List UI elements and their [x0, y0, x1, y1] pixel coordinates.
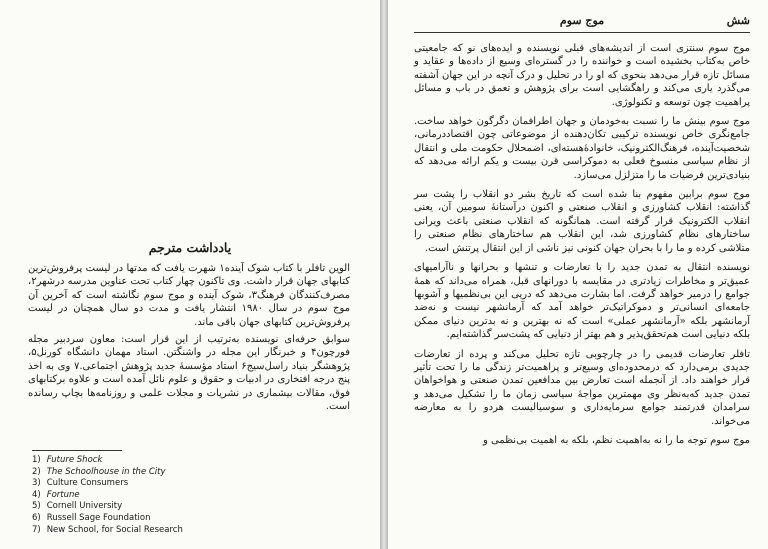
footnote-number: 6)	[32, 512, 41, 523]
left-page	[0, 0, 380, 549]
footnote-number: 2)	[32, 466, 41, 477]
footnote-item	[32, 490, 360, 502]
footnote-item	[32, 478, 360, 490]
body-paragraph: نویسنده انتقال به تمدن جدید را با تعارضات و تنشها و بحرانها و ناآرامیهای عمیق‌تر و مخاطرات زیادتری در مقایسه با دورانهای قبل، همراه می‌داند که همهٔ جوامع را درمیر خواهد گرفت. اما بشارت می‌دهد که دریی این بی‌نظمیها و آشوبها جامعه‌ای انسانی‌تر و دموکراتیک‌تر خواهد آمد که آرمانشهر نیست و نه‌ضد آرمانشهر بلکه «آرمانشهر عملی» است که نه بهترین و نه بدترین دنیای ممکن بلکه دنیایی است هم‌تحقق‌پذیر و هم بهتر از دنیایی که پشت‌سر گذاشته‌ایم.	[414, 262, 750, 341]
main-text	[414, 42, 750, 453]
footnote-text: Russell Sage Foundation	[46, 512, 151, 523]
note-paragraph: الوین تافلر با کتاب شوک آینده۱ شهرت یافت که مدتها در لیست پرفروش‌ترین کتابهای جهان قرار داشت. وی تاکنون چهار کتاب تحت عناوین مدرسه درشهر۲، مصرف‌کنندگان فرهنگ۳، شوک آینده و موج سوم نگاشته است که آخرین آن موج سوم در سال ۱۹۸۰ انتشار یافت و مدت دو سال همچنان در لیست پرفروش‌ترین کتابهای جهان باقی ماند.	[28, 263, 351, 328]
footnote-number: 3)	[32, 478, 41, 489]
note-paragraph: سوابق حرفه‌ای نویسنده به‌ترتیب از این قرار است: معاون سردبیر مجله فورچون۴ و خبرنگار این مجله در واشنگتن. استاد مهمان دانشگاه کورنل۵، پژوهشگر بنیاد راسل‌سیج۶ استاد مؤسسهٔ جدید پژوهش اجتماعی.۷ وی به اخذ پنج درجه افتخاری در ادبیات و حقوق و علوم نائل آمده است و علاوه برکتابهای فوق، مقالات بیشماری در نشریات و مجلات علمی و روزنامه‌ها بچاپ رسانده است.	[28, 334, 351, 413]
running-title: موج سوم	[559, 14, 605, 27]
book-gutter	[380, 0, 388, 549]
footnote-item	[32, 455, 360, 467]
footnote-text: Culture Consumers	[46, 478, 129, 489]
footnote-number: 4)	[32, 489, 41, 500]
footnote-text: Fortune	[46, 489, 80, 500]
page-header	[414, 14, 750, 33]
footnote-divider	[32, 450, 122, 451]
translator-note-body	[28, 262, 350, 417]
footnote-item	[32, 467, 360, 479]
body-paragraph: موج سوم بینش ما را نسبت به‌خودمان و جهان اطرافمان دگرگون خواهد ساخت. جامع‌نگری خاص نویسنده ترکیبی تکان‌دهنده از موضوعاتی چون اقتصاددرمانی، شخصیت‌آینده، فرهنگ‌الکترونیک، خانوادهٔ‌هسته‌ای، اضمحلال حکومت ملی و انتقال از نظام سیاسی منسوخ فعلی به دموکراسی قرن بیست و یکم ارائه می‌دهد که بنیادی‌ترین فرضیات ما را متزلزل می‌سازد.	[414, 116, 750, 181]
footnote-text: New School, for Social Research	[46, 524, 183, 535]
footnote-item	[32, 501, 360, 513]
body-paragraph: موج سوم توجه ما را نه به‌اهمیت نظم، بلکه به اهمیت بی‌نظمی و	[482, 434, 750, 446]
footnote-text: Future Shock	[46, 455, 103, 465]
footnote-number: 5)	[32, 501, 41, 512]
body-paragraph: موج سوم سنتزی است از اندیشه‌های قبلی نویسنده و ایده‌های نو که جامعیتی خاص به‌کتاب بخشیده است و خواننده را در گستره‌ای وسیع از داده‌ها و عقاید و مسائل تازه قرار می‌دهد بنحوی که او را در تحلیل و درک آنچه در این جهان آشفته می‌گذرد یاری می‌کند و راهگشایی است برای پژوهش و تعمق در باب و مسائل پراهمیت چون توسعه و تکنولوژی.	[414, 43, 750, 108]
page-number: شش	[726, 14, 750, 27]
body-paragraph: موج سوم برابین مفهوم بنا شده است که تاریخ بشر دو انقلاب را پشت سر گذاشته: انقلاب کشاورزی و انقلاب صنعتی و اکنون درآستانهٔ سومین آن، یعنی انقلاب الکترونیک قرار گرفته است. همانگونه که انقلاب صنعتی باعث ویرانی ساختارهای نظام کشاورزی شد، این انقلاب هم ساختارهای نظام صنعتی را متلاشی کرده و ما را با بحران جهان کنونی نیز ناشی از این انتقال پرتنش است.	[414, 189, 750, 254]
footnote-text: The Schoolhouse in the City	[46, 466, 166, 477]
footnote-item	[32, 513, 360, 525]
right-page	[388, 0, 768, 549]
footnote-number: 1)	[32, 455, 41, 465]
footnote-text: Cornell University	[46, 501, 123, 512]
footnote-number: 7)	[32, 524, 41, 535]
translator-note-title: یادداشت مترجم	[148, 240, 232, 255]
footnote-item	[32, 525, 360, 537]
footnote-list	[32, 455, 360, 536]
body-paragraph: تافلر تعارضات قدیمی را در چارچوبی تازه تحلیل می‌کند و پرده از تعارضات جدیدی برمی‌دارد که درمحدوده‌ای وسیع‌تر و پراهمیت‌تر زندگی ما را تحت تأثیر قرار خواهند داد. از آنجمله است تعارض بین مدافعین تمدن صنعتی و هواخواهان تمدن جدید که‌به‌نظر وی مهمترین مواجهٔ سیاسی زمان ما را تشکیل می‌دهد و سرامدان قدرتمند جوامع سرمایه‌داری و سوسیالیست هردو را به معارضه می‌خواند.	[414, 348, 750, 427]
